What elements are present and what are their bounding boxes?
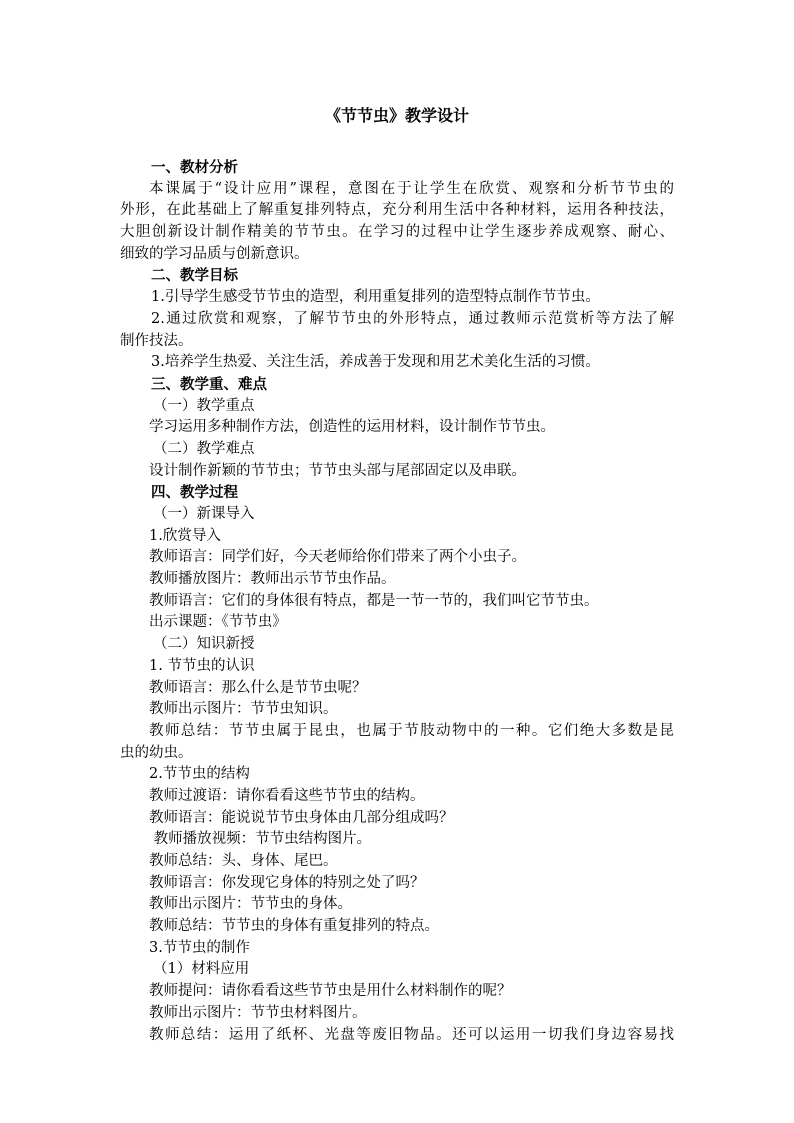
text-line: 教师过渡语：请你看看这些节节虫的结构。 bbox=[149, 787, 425, 804]
text-line: 设计制作新颖的节节虫；节节虫头部与尾部固定以及串联。 bbox=[149, 462, 526, 479]
text-line: 教师总结：运用了纸杯、光盘等废旧物品。还可以运用一切我们身边容易找 bbox=[149, 1026, 674, 1043]
subheading: （一）教学重点 bbox=[153, 397, 255, 414]
paragraph-line: 大胆创新设计制作精美的节节虫。在学习的过程中让学生逐步养成观察、耐心、 bbox=[120, 224, 674, 241]
text-line: 教师播放视频：节节虫结构图片。 bbox=[149, 831, 372, 848]
section-heading-teaching-process: 四、教学过程 bbox=[151, 484, 238, 502]
text-line: 教师总结：头、身体、尾巴。 bbox=[149, 853, 338, 869]
text-line: 虫的幼虫。 bbox=[120, 744, 193, 761]
goal-item: 3.培养学生热爱、关注生活，养成善于发现和用艺术美化生活的习惯。 bbox=[151, 354, 600, 371]
text-line: 2.节节虫的结构 bbox=[149, 766, 250, 783]
text-line: 教师提问：请你看看这些节节虫是用什么材料制作的呢？ bbox=[149, 983, 512, 1000]
text-line: 学习运用多种制作方法，创造性的运用材料，设计制作节节虫。 bbox=[149, 419, 555, 436]
text-line: 教师总结：节节虫的身体有重复排列的特点。 bbox=[149, 918, 439, 935]
subheading: （二）知识新授 bbox=[153, 636, 255, 653]
text-line: 教师播放图片：教师出示节节虫作品。 bbox=[149, 571, 396, 588]
text-line: 教师总结：节节虫属于昆虫，也属于节肢动物中的一种。它们绝大多数是昆 bbox=[149, 722, 674, 739]
section-heading-textbook-analysis: 一、教材分析 bbox=[151, 159, 238, 176]
paragraph-line: 细致的学习品质与创新意识。 bbox=[120, 245, 309, 262]
text-line: 教师出示图片：节节虫的身体。 bbox=[149, 896, 352, 913]
text-line: 教师语言：那么什么是节节虫呢？ bbox=[149, 679, 367, 696]
text-line: 教师出示图片：节节虫材料图片。 bbox=[149, 1004, 367, 1021]
text-line: 教师语言：你发现它身体的特别之处了吗？ bbox=[149, 874, 425, 891]
subheading: （二）教学难点 bbox=[153, 440, 255, 457]
text-line: 教师语言：同学们好，今天老师给你们带来了两个小虫子。 bbox=[149, 549, 526, 566]
subheading: （1）材料应用 bbox=[153, 961, 250, 978]
goal-item-continued: 制作技法。 bbox=[120, 332, 193, 349]
text-line: 教师出示图片：节节虫知识。 bbox=[149, 701, 338, 718]
goal-item: 1.引导学生感受节节虫的造型，利用重复排列的造型特点制作节节虫。 bbox=[151, 289, 600, 306]
section-heading-teaching-goals: 二、教学目标 bbox=[151, 267, 238, 285]
document-body bbox=[120, 157, 674, 1046]
text-line: 教师语言：它们的身体很有特点，都是一节一节的，我们叫它节节虫。 bbox=[149, 592, 599, 609]
text-line: 出示课题：《节节虫》 bbox=[149, 614, 287, 631]
paragraph-line: 外形，在此基础上了解重复排列特点，充分利用生活中各种材料，运用各种技法， bbox=[120, 202, 674, 219]
paragraph-line: 本课属于“设计应用”课程，意图在于让学生在欣赏、观察和分析节节虫的 bbox=[149, 180, 674, 197]
text-line: 1. 节节虫的认识 bbox=[149, 657, 255, 674]
text-line: 教师语言：能说说节节虫身体由几部分组成吗？ bbox=[149, 809, 454, 826]
document-title: 《节节虫》教学设计 bbox=[324, 106, 469, 125]
goal-item: 2.通过欣赏和观察，了解节节虫的外形特点，通过教师示范赏析等方法了解 bbox=[151, 310, 674, 327]
text-line: 3.节节虫的制作 bbox=[149, 939, 250, 956]
section-heading-key-points: 三、教学重、难点 bbox=[151, 375, 267, 393]
subheading: （一）新课导入 bbox=[153, 506, 255, 522]
text-line: 1.欣赏导入 bbox=[149, 527, 221, 544]
